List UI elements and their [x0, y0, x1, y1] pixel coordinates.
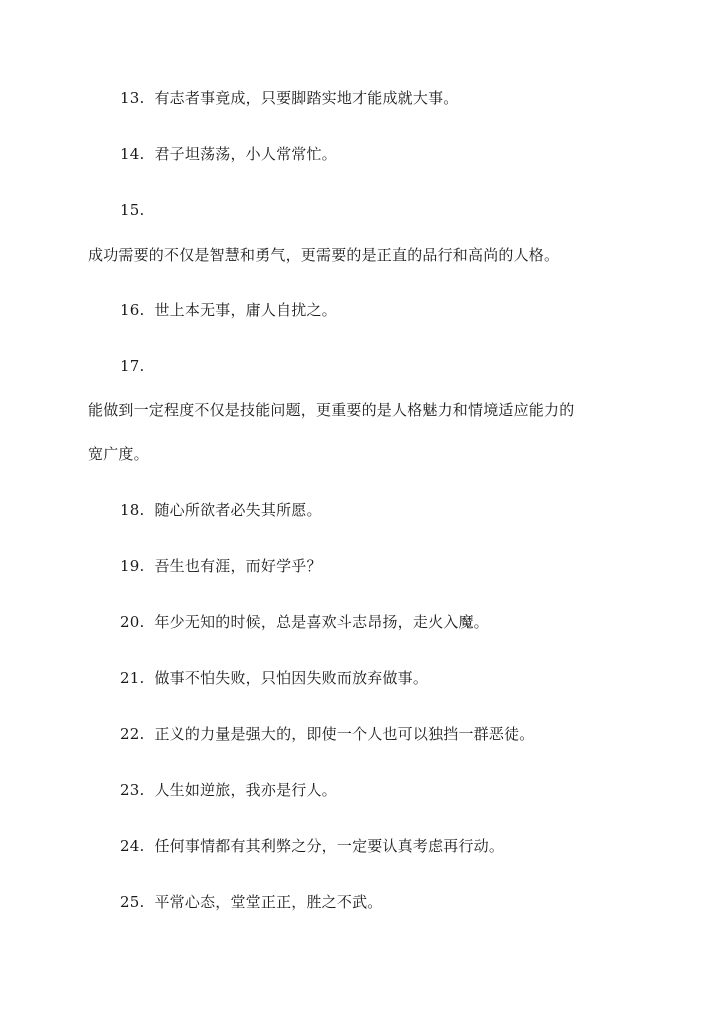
item-text: 能做到一定程度不仅是技能问题，更重要的是人格魅力和情境适应能力的: [88, 401, 575, 419]
item-number: 22.: [120, 725, 145, 743]
item-number: 15.: [120, 201, 145, 219]
list-item: [120, 500, 322, 520]
list-item: [120, 556, 322, 576]
item-number: 19.: [120, 557, 145, 575]
item-text: 人生如逆旅，我亦是行人。: [154, 781, 337, 799]
item-text: 君子坦荡荡，小人常常忙。: [154, 145, 337, 163]
item-text: 宽广度。: [88, 445, 149, 463]
item-text: 有志者事竟成，只要脚踏实地才能成就大事。: [154, 89, 459, 107]
list-item: [120, 892, 382, 912]
list-item-text-line: [88, 245, 559, 265]
item-text: 随心所欲者必失其所愿。: [154, 501, 322, 519]
item-number: 13.: [120, 89, 145, 107]
item-number: 18.: [120, 501, 145, 519]
list-item-text-line: [88, 400, 574, 420]
list-item-text-line: [88, 444, 149, 464]
item-number: 16.: [120, 301, 145, 319]
item-text: 正义的力量是强大的，即使一个人也可以独挡一群恶徒。: [154, 725, 535, 743]
item-text: 做事不怕失败，只怕因失败而放弃做事。: [154, 669, 429, 687]
item-number: 20.: [120, 613, 145, 631]
item-text: 世上本无事，庸人自扰之。: [154, 301, 337, 319]
item-number: 25.: [120, 893, 145, 911]
item-number: 24.: [120, 837, 145, 855]
item-text: 平常心态，堂堂正正，胜之不武。: [154, 893, 383, 911]
list-item: [120, 836, 504, 856]
item-text: 任何事情都有其利弊之分，一定要认真考虑再行动。: [154, 837, 505, 855]
item-text: 成功需要的不仅是智慧和勇气，更需要的是正直的品行和高尚的人格。: [88, 246, 560, 264]
item-text: 年少无知的时候，总是喜欢斗志昂扬，走火入魔。: [154, 613, 489, 631]
list-item-number-line: [120, 356, 154, 376]
list-item-number-line: [120, 200, 154, 220]
item-number: 21.: [120, 669, 145, 687]
list-item: [120, 780, 337, 800]
item-text: 吾生也有涯，而好学乎？: [154, 557, 322, 575]
list-item: [120, 88, 458, 108]
item-number: 14.: [120, 145, 145, 163]
list-item: [120, 668, 428, 688]
list-item: [120, 300, 337, 320]
list-item: [120, 724, 534, 744]
list-item: [120, 144, 337, 164]
item-number: 17.: [120, 357, 145, 375]
item-number: 23.: [120, 781, 145, 799]
list-item: [120, 612, 489, 632]
